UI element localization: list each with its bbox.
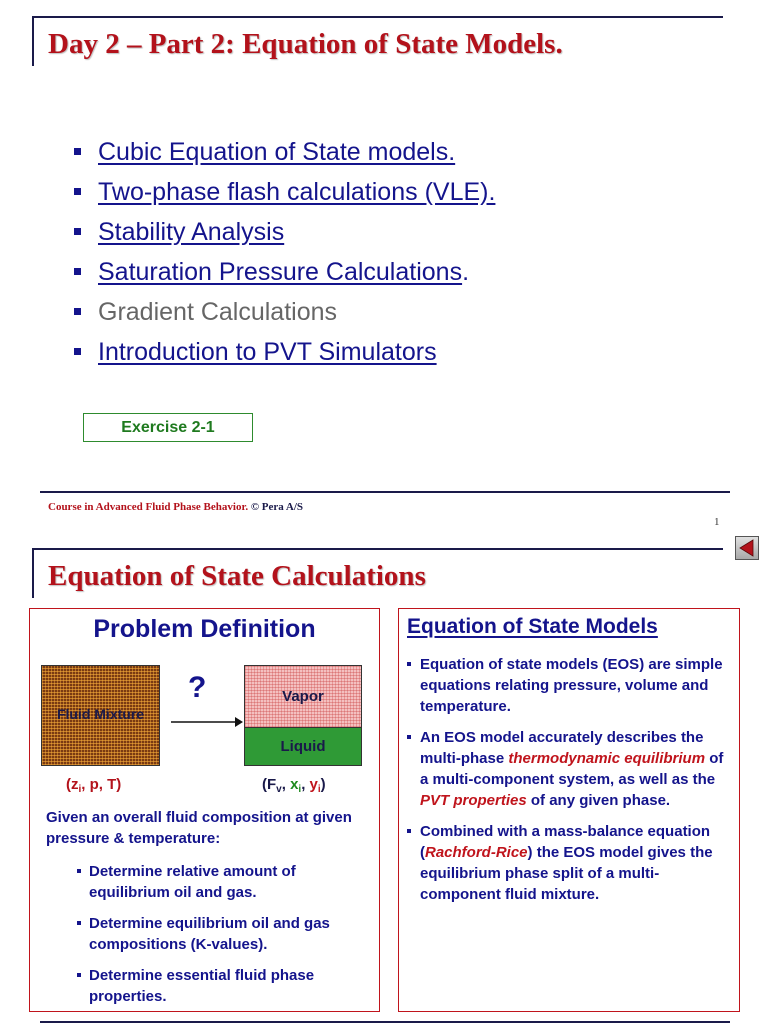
right-arrow-icon — [171, 716, 243, 728]
back-arrow-icon — [736, 537, 758, 559]
highlight-rachford-rice: Rachford-Rice — [425, 844, 528, 861]
task-item: Determine relative amount of equilibrium oil and gas. — [77, 861, 373, 903]
topic-link[interactable]: Saturation Pressure Calculations — [98, 258, 463, 286]
slide2-frame-left — [32, 548, 34, 598]
fluid-mixture-label: Fluid Mixture — [56, 706, 145, 722]
eos-point-3: Combined with a mass-balance equation (Rachford-Rice) the EOS model gives the equilibrium phase split of a multi-component fluid mixture. — [407, 821, 733, 905]
bullet-dot-icon — [77, 921, 81, 925]
question-mark: ? — [188, 671, 207, 704]
bullet-square-icon — [74, 228, 81, 235]
slide1-frame-left — [32, 16, 34, 66]
bullet-square-icon — [74, 308, 81, 315]
highlight-thermo-equilibrium: thermodynamic equilibrium — [508, 750, 706, 767]
eos-points-list — [407, 654, 733, 915]
page-number: 1 — [714, 516, 720, 528]
eos-point-2: An EOS model accurately describes the multi-phase thermodynamic equilibrium of a multi-component system, as well as the PVT properties of any given phase. — [407, 727, 733, 811]
task-item: Determine equilibrium oil and gas compositions (K-values). — [77, 913, 373, 955]
topic-item-pvt-simulators[interactable] — [74, 334, 495, 374]
slide2-frame-top — [32, 548, 723, 550]
problem-definition-panel — [29, 608, 380, 1012]
exercise-button[interactable]: Exercise 2-1 — [83, 413, 253, 442]
vapor-label: Vapor — [282, 688, 324, 705]
liquid-phase-box — [244, 727, 362, 766]
eos-models-panel — [398, 608, 740, 1012]
given-statement: Given an overall fluid composition at given pressure & temperature: — [46, 809, 352, 847]
bullet-square-icon — [74, 188, 81, 195]
topic-link[interactable]: Stability Analysis — [98, 218, 285, 246]
slide1-title: Day 2 – Part 2: Equation of State Models. — [48, 28, 563, 60]
topic-link[interactable]: Cubic Equation of State models. — [98, 138, 456, 166]
bullet-square-icon — [74, 148, 81, 155]
slide2-footer-rule — [40, 1021, 730, 1023]
topic-link[interactable]: Two-phase flash calculations (VLE). — [98, 178, 496, 206]
slide1-footer — [48, 501, 303, 513]
topic-item-saturation[interactable] — [74, 254, 495, 294]
highlight-pvt-properties: PVT properties — [420, 792, 527, 809]
topic-link[interactable]: Introduction to PVT Simulators — [98, 338, 437, 366]
slide2-title: Equation of State Calculations — [48, 560, 426, 592]
topic-suffix: . — [462, 258, 470, 286]
topic-item-flash[interactable] — [74, 174, 495, 214]
task-item: Determine essential fluid phase properties. — [77, 965, 373, 1007]
slide1-topic-list — [74, 134, 495, 374]
bullet-dot-icon — [407, 662, 411, 666]
bullet-dot-icon — [77, 869, 81, 873]
eos-models-heading: Equation of State Models — [407, 615, 658, 638]
input-variables: ($z_i$, p, T) — [66, 776, 122, 795]
bullet-dot-icon — [77, 973, 81, 977]
topic-item-cubic-eos[interactable] — [74, 134, 495, 174]
slide1-frame-top — [32, 16, 723, 18]
topic-item-stability[interactable] — [74, 214, 495, 254]
bullet-square-icon — [74, 348, 81, 355]
fluid-mixture-box — [41, 665, 160, 766]
topic-text: Gradient Calculations — [98, 298, 338, 326]
slide1-footer-rule — [40, 491, 730, 493]
output-variables: ($F_v$, $x_i$, $y_i$) — [262, 776, 326, 795]
bullet-dot-icon — [407, 735, 411, 739]
problem-definition-heading: Problem Definition — [93, 615, 316, 643]
task-list — [77, 861, 373, 1017]
liquid-label: Liquid — [280, 738, 326, 755]
back-nav-button[interactable] — [735, 536, 759, 560]
footer-copyright: © Pera A/S — [250, 501, 304, 513]
bullet-square-icon — [74, 268, 81, 275]
footer-course: Course in Advanced Fluid Phase Behavior. — [48, 501, 249, 513]
eos-point-1: Equation of state models (EOS) are simple equations relating pressure, volume and temperature. — [407, 654, 733, 717]
topic-item-gradient — [74, 294, 495, 334]
bullet-dot-icon — [407, 829, 411, 833]
vapor-phase-box — [244, 665, 362, 727]
